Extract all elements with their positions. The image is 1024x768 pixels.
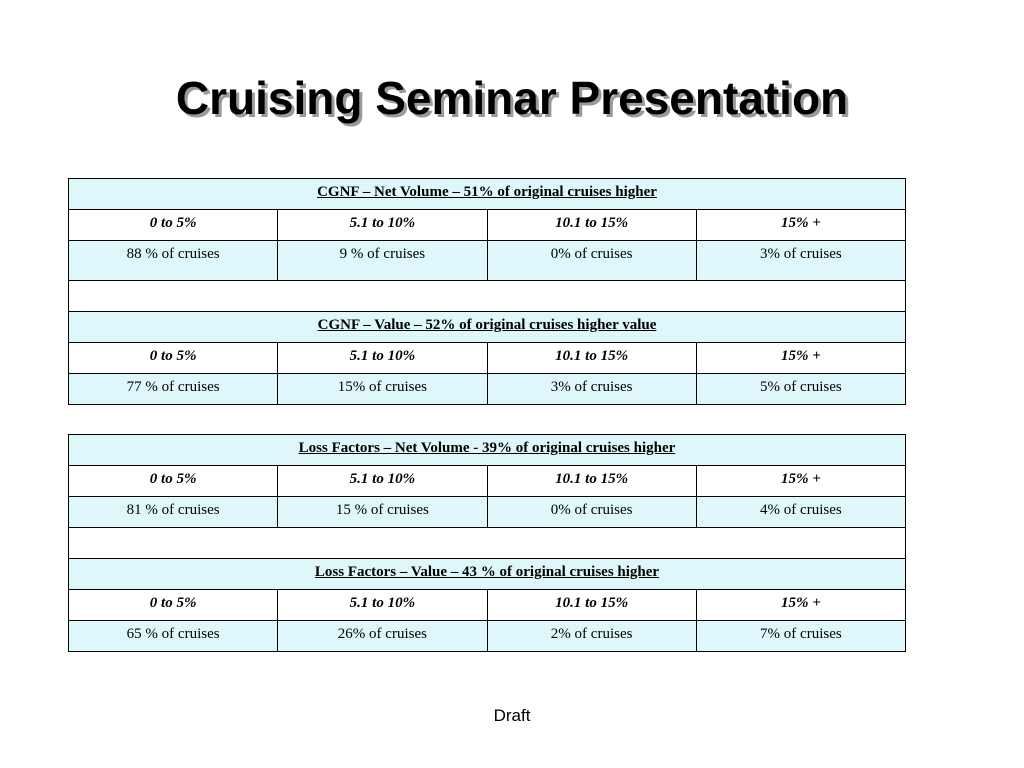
value-cell: 7% of cruises	[696, 621, 905, 652]
loss-net-volume-header-row	[69, 435, 906, 466]
cgnf-spacer-row	[69, 281, 906, 312]
range-cell: 0 to 5%	[69, 343, 278, 374]
loss-value-range-row	[69, 590, 906, 621]
cgnf-value-value-row	[69, 374, 906, 405]
value-cell: 15 % of cruises	[278, 497, 487, 528]
cgnf-net-volume-range-row	[69, 210, 906, 241]
cgnf-value-header: CGNF – Value – 52% of original cruises higher value	[69, 312, 906, 343]
range-cell: 5.1 to 10%	[278, 210, 487, 241]
loss-net-volume-range-row	[69, 466, 906, 497]
cgnf-value-range-row	[69, 343, 906, 374]
loss-net-volume-header: Loss Factors – Net Volume - 39% of original cruises higher	[69, 435, 906, 466]
range-cell: 5.1 to 10%	[278, 343, 487, 374]
footer-draft-label: Draft	[493, 706, 531, 725]
value-cell: 0% of cruises	[487, 241, 696, 281]
value-cell: 3% of cruises	[696, 241, 905, 281]
range-cell: 0 to 5%	[69, 590, 278, 621]
loss-spacer-row	[69, 528, 906, 559]
loss-value-header: Loss Factors – Value – 43 % of original cruises higher	[69, 559, 906, 590]
value-cell: 3% of cruises	[487, 374, 696, 405]
range-cell: 10.1 to 15%	[487, 343, 696, 374]
value-cell: 88 % of cruises	[69, 241, 278, 281]
value-cell: 81 % of cruises	[69, 497, 278, 528]
value-cell: 65 % of cruises	[69, 621, 278, 652]
range-cell: 15% +	[696, 466, 905, 497]
range-cell: 15% +	[696, 343, 905, 374]
range-cell: 5.1 to 10%	[278, 590, 487, 621]
value-cell: 0% of cruises	[487, 497, 696, 528]
spacer-cell	[69, 528, 906, 559]
value-cell: 26% of cruises	[278, 621, 487, 652]
loss-factors-table	[68, 434, 906, 652]
value-cell: 2% of cruises	[487, 621, 696, 652]
range-cell: 15% +	[696, 210, 905, 241]
range-cell: 0 to 5%	[69, 466, 278, 497]
range-cell: 0 to 5%	[69, 210, 278, 241]
cgnf-net-volume-value-row	[69, 241, 906, 281]
cgnf-net-volume-header-row	[69, 179, 906, 210]
loss-value-value-row	[69, 621, 906, 652]
value-cell: 15% of cruises	[278, 374, 487, 405]
range-cell: 15% +	[696, 590, 905, 621]
loss-net-volume-value-row	[69, 497, 906, 528]
value-cell: 4% of cruises	[696, 497, 905, 528]
slide-title: Cruising Seminar Presentation	[175, 72, 849, 124]
range-cell: 5.1 to 10%	[278, 466, 487, 497]
value-cell: 9 % of cruises	[278, 241, 487, 281]
loss-value-header-row	[69, 559, 906, 590]
spacer-cell	[69, 281, 906, 312]
range-cell: 10.1 to 15%	[487, 590, 696, 621]
cgnf-value-header-row	[69, 312, 906, 343]
range-cell: 10.1 to 15%	[487, 466, 696, 497]
cgnf-net-volume-header: CGNF – Net Volume – 51% of original cruises higher	[69, 179, 906, 210]
value-cell: 5% of cruises	[696, 374, 905, 405]
cgnf-table	[68, 178, 906, 405]
range-cell: 10.1 to 15%	[487, 210, 696, 241]
value-cell: 77 % of cruises	[69, 374, 278, 405]
